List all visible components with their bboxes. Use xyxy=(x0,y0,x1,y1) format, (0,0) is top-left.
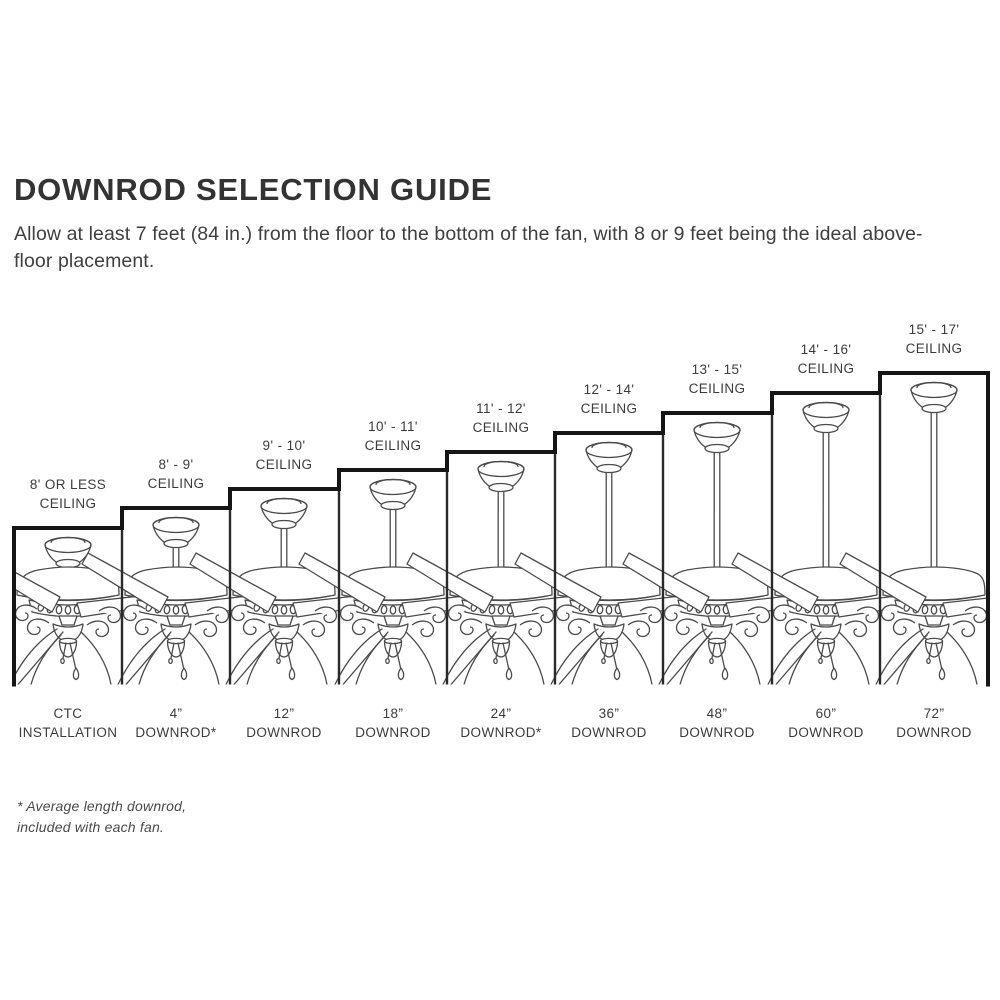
ceiling-label-3: 9' - 10' CEILING xyxy=(255,438,313,472)
ceiling-label-6: 12' - 14' CEILING xyxy=(580,382,638,416)
downrod-label-6: 36” DOWNROD xyxy=(571,706,647,740)
ceiling-fan-illustration xyxy=(732,403,916,685)
downrod-label-8: 60” DOWNROD xyxy=(788,706,864,740)
downrod-label-5: 24” DOWNROD* xyxy=(460,706,542,740)
downrod-label-9: 72” DOWNROD xyxy=(896,706,972,740)
ceiling-label-7: 13' - 15' CEILING xyxy=(688,362,746,396)
downrod-label-2: 4” DOWNROD* xyxy=(135,706,217,740)
ceiling-fan-illustration xyxy=(840,383,1000,685)
footnote-line1: * Average length downrod, xyxy=(17,798,187,814)
downrod-label-7: 48” DOWNROD xyxy=(679,706,755,740)
ceiling-label-1: 8' OR LESS CEILING xyxy=(29,477,107,511)
downrod-label-4: 18” DOWNROD xyxy=(355,706,431,740)
ceiling-label-8: 14' - 16' CEILING xyxy=(797,342,855,376)
guide-subtitle: Allow at least 7 feet (84 in.) from the floor to the bottom of the fan, with 8 or 9 feet being the ideal above-floor placement. xyxy=(14,223,923,272)
ceiling-label-9: 15' - 17' CEILING xyxy=(905,322,963,356)
ceiling-fan-illustration xyxy=(515,443,699,685)
ceiling-label-2: 8' - 9' CEILING xyxy=(147,457,205,491)
ceiling-fan-illustration xyxy=(623,423,807,685)
downrod-label-3: 12” DOWNROD xyxy=(246,706,322,740)
page-title: DOWNROD SELECTION GUIDE xyxy=(14,172,493,207)
ceiling-fan-illustration xyxy=(407,462,591,685)
ceiling-label-4: 10' - 11' CEILING xyxy=(364,419,422,453)
ceiling-label-5: 11' - 12' CEILING xyxy=(472,401,530,435)
footnote xyxy=(17,796,186,838)
downrod-label-1: CTC INSTALLATION xyxy=(18,706,118,740)
footnote-line2: included with each fan. xyxy=(17,819,165,835)
